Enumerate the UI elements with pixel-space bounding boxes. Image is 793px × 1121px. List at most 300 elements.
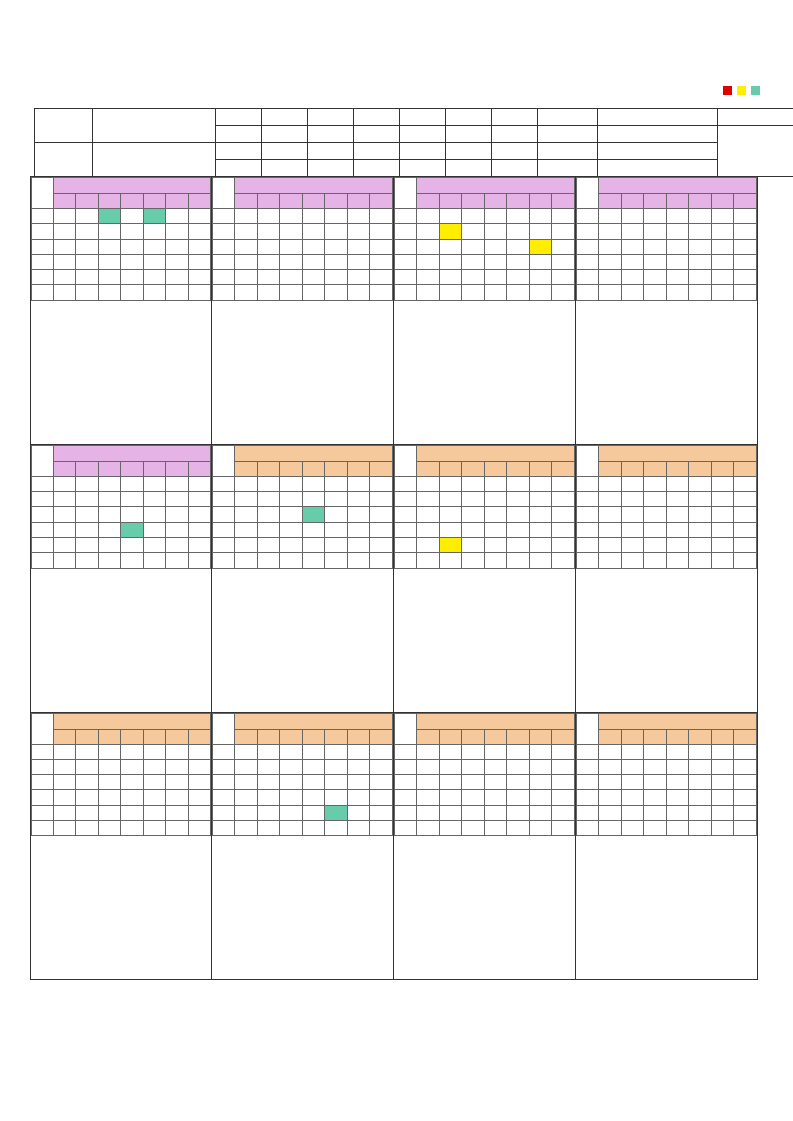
day-cell [347,744,370,759]
weekday-header [734,729,757,744]
day-cell [302,224,325,239]
day-cell [599,224,622,239]
day-cell [280,270,303,285]
weekday-header [621,194,644,209]
semester-day-count [308,160,354,177]
day-cell [507,224,530,239]
day-cell [621,553,644,568]
weekday-header [302,729,325,744]
holiday-swatch [723,86,732,95]
note-line [580,863,753,871]
day-cell [143,537,165,552]
day-cell [188,239,210,254]
day-cell [529,492,552,507]
weekday-header [54,461,76,476]
day-cell [644,492,667,507]
weekday-header [621,461,644,476]
day-cell [734,224,757,239]
day-cell [439,759,462,774]
weekday-header [370,729,393,744]
day-cell [166,744,188,759]
week-number [213,285,235,300]
day-cell [507,522,530,537]
day-cell [529,254,552,269]
day-cell [98,553,120,568]
week-number [32,270,54,285]
day-cell [98,744,120,759]
week-number [213,775,235,790]
day-cell [121,522,143,537]
day-cell [166,476,188,491]
week-number [395,805,417,820]
day-cell [347,775,370,790]
calendar-row [30,713,758,981]
day-cell [734,790,757,805]
day-cell [121,537,143,552]
weekday-header [121,729,143,744]
weekday-header [462,729,485,744]
day-cell [302,553,325,568]
discretion-swatch [737,86,746,95]
day-cell [143,821,165,836]
day-cell [370,254,393,269]
weekday-header [666,729,689,744]
day-cell [666,209,689,224]
semester-month-header [446,109,492,126]
semester-month-header [354,109,400,126]
week-number [577,759,599,774]
day-cell [689,522,712,537]
day-cell [257,492,280,507]
weekday-header [280,461,303,476]
day-cell [484,759,507,774]
semester-month-header [400,109,446,126]
week-number [213,759,235,774]
semester-summary-table [34,108,793,177]
note-line [580,879,753,887]
weekday-header [529,461,552,476]
day-cell [666,224,689,239]
day-cell [484,209,507,224]
day-cell [188,507,210,522]
day-cell [689,285,712,300]
day-cell [370,553,393,568]
day-cell [621,239,644,254]
day-cell [507,821,530,836]
month-notes [576,836,757,979]
day-cell [666,537,689,552]
week-number [213,507,235,522]
day-cell [484,239,507,254]
day-cell [188,522,210,537]
day-cell [347,209,370,224]
day-cell [166,805,188,820]
day-cell [257,522,280,537]
day-cell [439,270,462,285]
weekday-header [98,729,120,744]
month-title [235,445,393,461]
day-cell [121,224,143,239]
day-cell [370,805,393,820]
month-title [54,445,211,461]
day-cell [484,805,507,820]
month-block [212,713,394,981]
week-number-header [395,713,417,744]
day-cell [347,239,370,254]
day-cell [507,239,530,254]
calendar-row [30,176,758,445]
day-cell [370,537,393,552]
day-cell [599,476,622,491]
day-cell [76,522,98,537]
day-cell [143,492,165,507]
week-number-header [213,178,235,209]
day-cell [302,239,325,254]
day-cell [689,805,712,820]
note-line [35,855,207,863]
note-line [580,871,753,879]
day-cell [644,821,667,836]
day-cell [689,209,712,224]
month-block [394,713,576,981]
day-cell [599,790,622,805]
day-cell [325,285,348,300]
weekday-header [599,194,622,209]
day-cell [417,805,440,820]
note-line [216,304,389,312]
week-number [395,507,417,522]
day-cell [347,270,370,285]
day-cell [325,790,348,805]
weekday-header [644,461,667,476]
day-cell [484,476,507,491]
day-cell [166,224,188,239]
day-cell [188,492,210,507]
day-cell [257,821,280,836]
day-cell [280,492,303,507]
week-number [395,224,417,239]
day-cell [599,522,622,537]
day-cell [280,775,303,790]
semester-month-header [538,143,598,160]
day-cell [76,476,98,491]
month-notes [394,569,575,712]
day-cell [188,476,210,491]
day-cell [121,285,143,300]
day-cell [529,270,552,285]
note-line [398,572,571,580]
day-cell [621,537,644,552]
day-cell [143,224,165,239]
month-title [417,445,575,461]
month-title [54,178,211,194]
week-number [395,744,417,759]
note-line [216,312,389,320]
day-cell [280,254,303,269]
weekday-header [711,729,734,744]
day-cell [462,821,485,836]
month-title [599,445,757,461]
day-cell [529,239,552,254]
day-cell [121,270,143,285]
weekday-header [644,729,667,744]
weekday-header [417,461,440,476]
day-cell [54,239,76,254]
day-cell [644,270,667,285]
day-cell [599,239,622,254]
weekday-header [552,194,575,209]
day-cell [689,492,712,507]
semester-day-count [400,160,446,177]
day-cell [439,553,462,568]
day-cell [98,476,120,491]
week-number [32,522,54,537]
month-title [599,178,757,194]
day-cell [599,492,622,507]
day-cell [462,239,485,254]
day-cell [325,805,348,820]
day-cell [166,790,188,805]
day-cell [689,553,712,568]
day-cell [599,744,622,759]
day-cell [235,254,258,269]
day-cell [507,759,530,774]
day-cell [347,285,370,300]
day-cell [599,775,622,790]
weekday-header [552,729,575,744]
day-cell [599,285,622,300]
day-cell [734,209,757,224]
week-number [213,254,235,269]
note-line [216,580,389,588]
week-number [32,507,54,522]
week-number [213,537,235,552]
semester-month-header [446,143,492,160]
weekday-header [143,729,165,744]
day-cell [439,805,462,820]
weekday-header [484,729,507,744]
day-cell [121,239,143,254]
weekday-header [325,729,348,744]
day-cell [302,744,325,759]
note-line [35,580,207,588]
day-cell [507,285,530,300]
day-cell [621,790,644,805]
day-cell [529,775,552,790]
day-cell [143,254,165,269]
day-cell [235,492,258,507]
day-cell [462,805,485,820]
day-cell [188,759,210,774]
semester-day-count [446,160,492,177]
day-cell [552,254,575,269]
month-notes [394,836,575,979]
note-line [35,839,207,847]
week-number [395,285,417,300]
day-cell [484,821,507,836]
day-cell [98,254,120,269]
weekday-header [439,729,462,744]
day-cell [484,744,507,759]
day-cell [370,775,393,790]
day-cell [54,553,76,568]
day-cell [347,507,370,522]
day-cell [347,254,370,269]
day-cell [257,476,280,491]
day-cell [599,209,622,224]
day-cell [439,522,462,537]
day-cell [734,759,757,774]
weekday-header [507,729,530,744]
day-cell [121,254,143,269]
day-cell [484,270,507,285]
weekday-header [462,461,485,476]
month-title [417,178,575,194]
month-notes [31,836,211,979]
weekday-header [280,729,303,744]
day-cell [370,239,393,254]
day-cell [644,285,667,300]
day-cell [325,476,348,491]
note-line [580,572,753,580]
weekday-header [484,461,507,476]
day-cell [280,507,303,522]
month-title [235,178,393,194]
day-cell [666,759,689,774]
semester-month-header [538,109,598,126]
day-cell [257,790,280,805]
day-cell [302,821,325,836]
prep-swatch [751,86,760,95]
day-cell [54,744,76,759]
day-cell [644,759,667,774]
weekday-header [166,194,188,209]
day-cell [347,553,370,568]
week-number [577,285,599,300]
note-line [580,580,753,588]
day-cell [280,537,303,552]
week-number [32,476,54,491]
day-cell [235,285,258,300]
day-cell [280,821,303,836]
weekday-header [417,194,440,209]
day-cell [257,270,280,285]
semester-month-header [216,109,262,126]
semester-day-count [492,160,538,177]
day-cell [439,775,462,790]
day-cell [166,270,188,285]
day-cell [599,759,622,774]
weekday-header [235,461,258,476]
day-cell [644,507,667,522]
weekday-header [166,461,188,476]
day-cell [689,537,712,552]
day-cell [188,775,210,790]
day-cell [462,476,485,491]
day-cell [54,254,76,269]
day-cell [507,270,530,285]
day-cell [507,744,530,759]
day-cell [439,537,462,552]
day-cell [302,254,325,269]
day-cell [188,270,210,285]
semester-day-count [262,126,308,143]
day-cell [121,805,143,820]
day-cell [370,759,393,774]
day-cell [370,821,393,836]
day-cell [552,805,575,820]
day-cell [98,239,120,254]
day-cell [621,270,644,285]
day-cell [54,759,76,774]
weekday-header [325,194,348,209]
month-block [576,445,758,713]
day-cell [484,507,507,522]
week-number-header [213,445,235,476]
semester-day-count [598,160,718,177]
day-cell [257,239,280,254]
month-notes [31,301,211,444]
day-cell [666,805,689,820]
month-title [235,713,393,729]
day-cell [166,507,188,522]
day-cell [121,759,143,774]
day-cell [98,209,120,224]
day-cell [54,476,76,491]
week-number [577,507,599,522]
week-number [577,239,599,254]
weekday-header [734,194,757,209]
day-cell [439,209,462,224]
day-cell [666,522,689,537]
weekday-header [484,194,507,209]
day-cell [666,239,689,254]
weekday-header [552,461,575,476]
week-number [213,522,235,537]
week-number [32,239,54,254]
weekday-header [439,194,462,209]
semester-day-count [262,160,308,177]
note-line [398,304,571,312]
day-cell [711,537,734,552]
day-cell [280,239,303,254]
weekday-header [121,461,143,476]
semester-day-count [216,160,262,177]
day-cell [98,775,120,790]
note-line [216,839,389,847]
day-cell [325,239,348,254]
weekday-header [280,194,303,209]
day-cell [325,537,348,552]
day-cell [666,492,689,507]
day-cell [188,537,210,552]
day-cell [484,537,507,552]
semester-day-count [446,126,492,143]
weekday-header [370,194,393,209]
weekday-header [121,194,143,209]
week-number [32,209,54,224]
day-cell [302,270,325,285]
day-cell [462,790,485,805]
semester-dates [93,143,216,177]
day-cell [689,270,712,285]
semester-month-header [262,143,308,160]
semester-day-count [538,126,598,143]
month-title [599,713,757,729]
weekday-header [257,194,280,209]
day-cell [325,507,348,522]
day-cell [666,790,689,805]
